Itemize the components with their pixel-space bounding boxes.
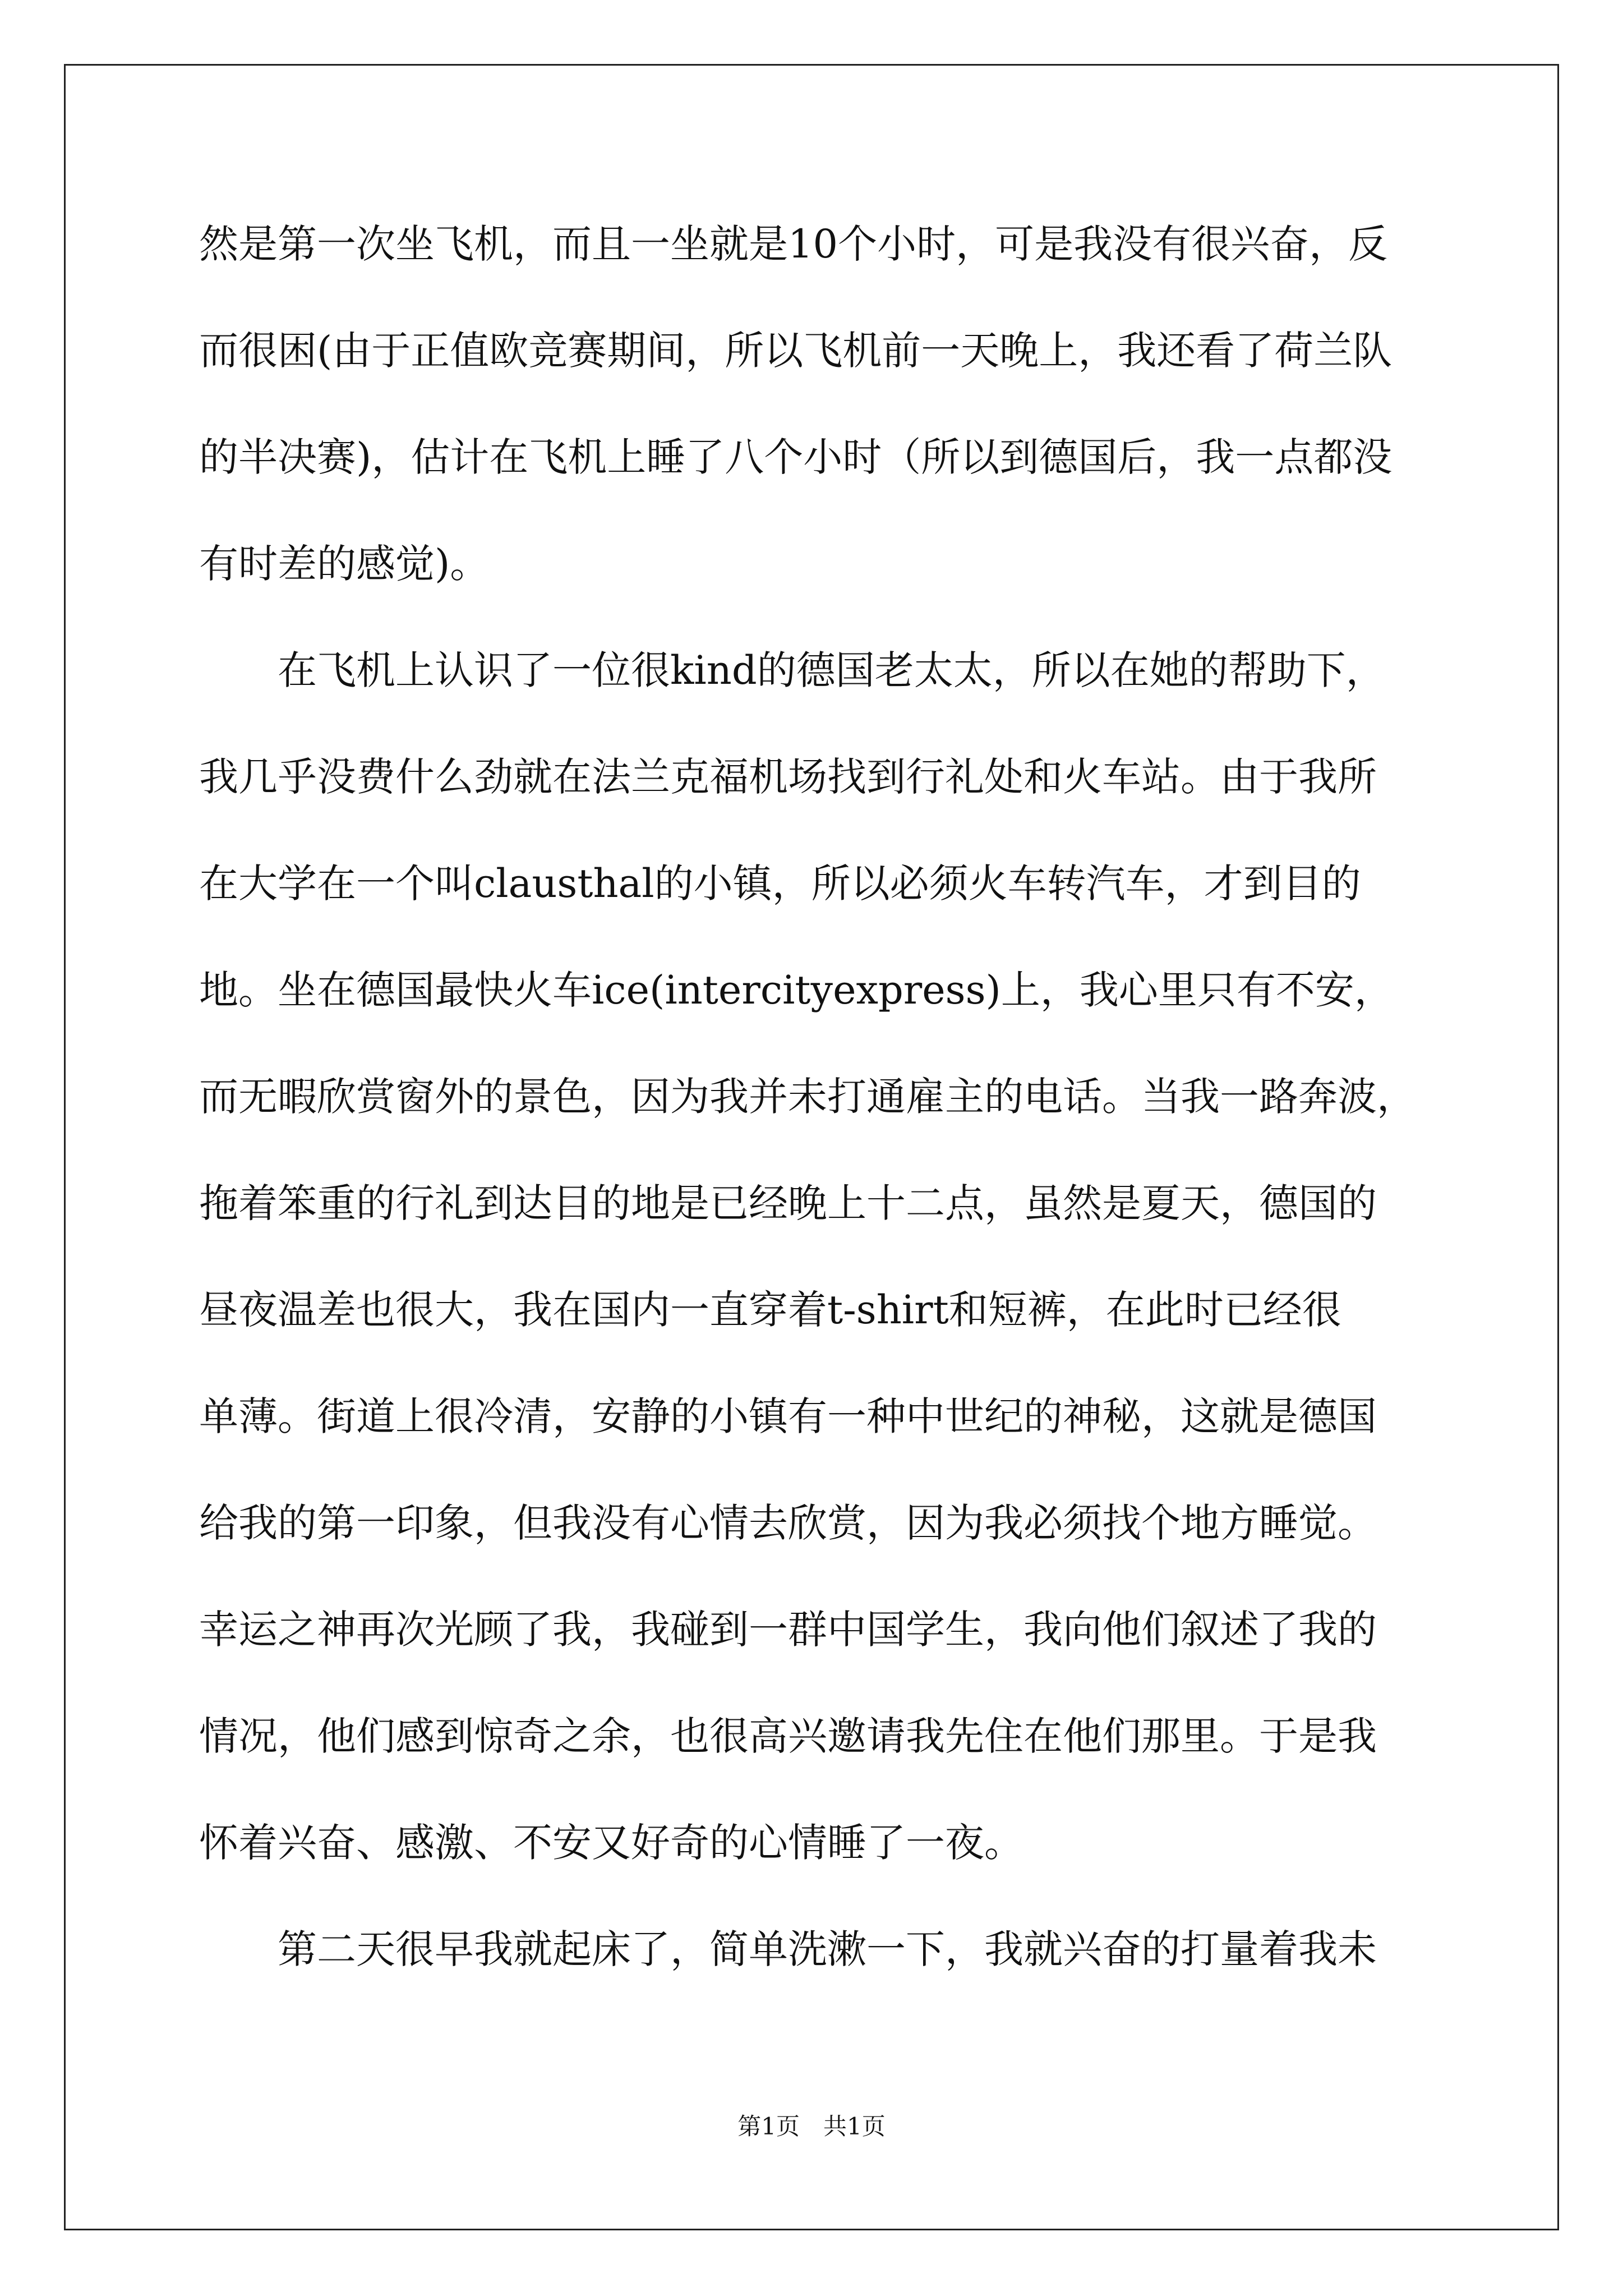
text-line: 而无暇欣赏窗外的景色，因为我并未打通雇主的电话。当我一路奔波， [199, 1074, 1416, 1120]
text-line: 然是第一次坐飞机，而且一坐就是10个小时，可是我没有很兴奋，反 [199, 221, 1388, 267]
text-line: 给我的第一印象，但我没有心情去欣赏，因为我必须找个地方睡觉。 [199, 1500, 1377, 1546]
text-line: 怀着兴奋、感激、不安又好奇的心情睡了一夜。 [199, 1820, 1023, 1866]
paragraph-start-line: 在飞机上认识了一位很kind的德国老太太，所以在她的帮助下， [278, 647, 1385, 693]
text-line: 幸运之神再次光顾了我，我碰到一群中国学生，我向他们叙述了我的 [199, 1607, 1377, 1653]
text-line: 我几乎没费什么劲就在法兰克福机场找到行礼处和火车站。由于我所 [199, 754, 1377, 800]
text-line: 的半决赛)，估计在飞机上睡了八个小时（所以到德国后，我一点都没 [199, 434, 1393, 480]
document-body [199, 191, 1447, 2003]
text-line: 昼夜温差也很大，我在国内一直穿着t-shirt和短裤，在此时已经很 [199, 1287, 1341, 1333]
text-line: 拖着笨重的行礼到达目的地是已经晚上十二点，虽然是夏天，德国的 [199, 1180, 1377, 1226]
text-line: 在大学在一个叫clausthal的小镇，所以必须火车转汽车，才到目的 [199, 861, 1361, 907]
text-line: 有时差的感觉)。 [199, 541, 490, 587]
text-line: 单薄。街道上很冷清，安静的小镇有一种中世纪的神秘，这就是德国 [199, 1393, 1377, 1439]
text-line: 地。坐在德国最快火车ice(intercityexpress)上，我心里只有不安， [199, 967, 1394, 1013]
paragraph-start-line: 第二天很早我就起床了，简单洗漱一下，我就兴奋的打量着我未 [278, 1926, 1377, 1972]
page-number-footer: 第1页 共1页 [737, 2113, 886, 2140]
text-line: 情况，他们感到惊奇之余，也很高兴邀请我先住在他们那里。于是我 [199, 1713, 1377, 1759]
text-line: 而很困(由于正值欧竞赛期间，所以飞机前一天晚上，我还看了荷兰队 [199, 328, 1393, 374]
